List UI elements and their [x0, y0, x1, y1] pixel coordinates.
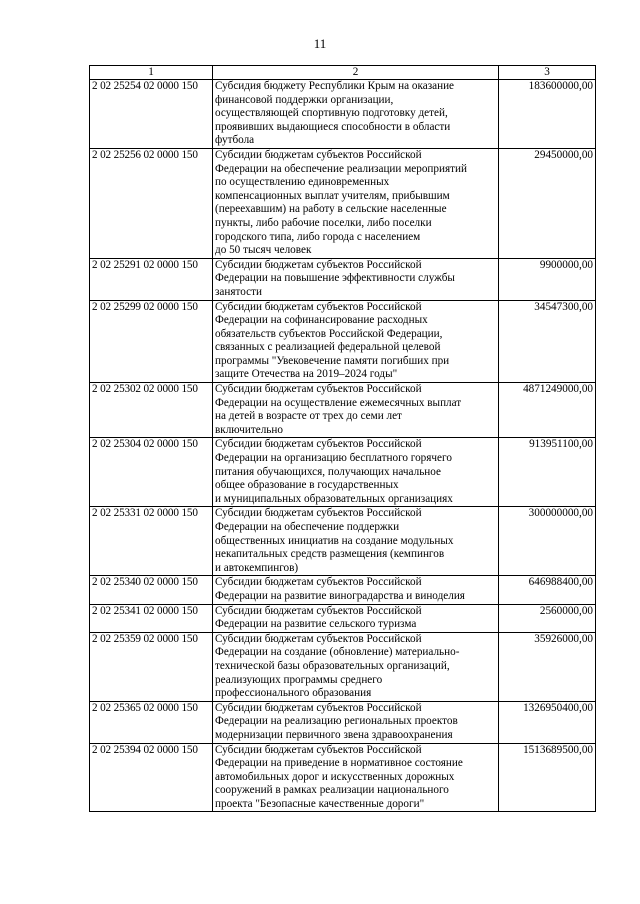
description-line: и автокемпингов) [215, 561, 299, 574]
description-line: на детей в возрасте от трех до семи лет [215, 410, 402, 423]
amount-cell: 2560000,00 [499, 604, 596, 632]
description-cell [213, 632, 499, 701]
budget-code-cell: 2 02 25302 02 0000 150 [90, 383, 213, 438]
table-header-row [90, 66, 596, 80]
table-row [90, 604, 596, 632]
description-line: Субсидии бюджетам субъектов Российской [215, 632, 422, 645]
table-row [90, 80, 596, 149]
description-line: включительно [215, 423, 283, 436]
description-line: Федерации на повышение эффективности службы [215, 272, 455, 285]
page-number: 11 [313, 36, 327, 51]
budget-code-cell: 2 02 25299 02 0000 150 [90, 300, 213, 383]
table-row [90, 148, 596, 258]
column-header-code: 1 [90, 66, 213, 80]
table-row [90, 300, 596, 383]
table-body [90, 80, 596, 812]
table-row [90, 507, 596, 576]
budget-code-cell: 2 02 25256 02 0000 150 [90, 148, 213, 258]
description-line: и муниципальных образовательных организациях [215, 492, 453, 505]
description-line: Субсидии бюджетам субъектов Российской [215, 701, 422, 714]
description-line: защите Отечества на 2019–2024 годы" [215, 368, 398, 381]
description-line: занятости [215, 285, 262, 298]
description-line: обязательств субъектов Российской Федерации, [215, 327, 443, 340]
description-cell [213, 701, 499, 743]
budget-code-cell: 2 02 25359 02 0000 150 [90, 632, 213, 701]
description-line: Субсидии бюджетам субъектов Российской [215, 300, 422, 313]
table-row [90, 383, 596, 438]
description-line: до 50 тысяч человек [215, 244, 312, 257]
description-line: Федерации на создание (обновление) материально- [215, 646, 460, 659]
description-cell [213, 80, 499, 149]
amount-cell: 29450000,00 [499, 148, 596, 258]
description-line: пункты, либо рабочие поселки, либо поселки [215, 216, 432, 229]
description-line: реализующих программы среднего [215, 673, 383, 686]
description-line: осуществляющей спортивную подготовку детей, [215, 107, 448, 120]
amount-cell: 300000000,00 [499, 507, 596, 576]
description-line: Федерации на организацию бесплатного горячего [215, 452, 452, 465]
description-line: общественных инициатив на создание модульных [215, 534, 454, 547]
description-line: автомобильных дорог и искусственных дорожных [215, 770, 455, 783]
description-cell [213, 743, 499, 812]
description-line: некапитальных средств размещения (кемпингов [215, 548, 445, 561]
table-row [90, 258, 596, 300]
amount-cell: 35926000,00 [499, 632, 596, 701]
description-line: Федерации на развитие сельского туризма [215, 618, 417, 631]
description-line: питания обучающихся, получающих начальное [215, 465, 441, 478]
amount-cell: 34547300,00 [499, 300, 596, 383]
description-cell [213, 507, 499, 576]
column-header-name: 2 [213, 66, 499, 80]
amount-cell: 646988400,00 [499, 576, 596, 604]
amount-cell: 9900000,00 [499, 258, 596, 300]
description-line: (переехавшим) на работу в сельские населенные [215, 203, 447, 216]
table-row [90, 438, 596, 507]
amount-cell: 1513689500,00 [499, 743, 596, 812]
table-row [90, 701, 596, 743]
description-line: Федерации на обеспечение реализации мероприятий [215, 162, 468, 175]
budget-code-cell: 2 02 25331 02 0000 150 [90, 507, 213, 576]
amount-cell: 183600000,00 [499, 80, 596, 149]
description-line: Федерации на осуществление ежемесячных выплат [215, 396, 462, 409]
description-line: Федерации на софинансирование расходных [215, 314, 428, 327]
description-line: программы "Увековечение памяти погибших при [215, 354, 450, 367]
description-cell [213, 258, 499, 300]
description-line: Субсидии бюджетам субъектов Российской [215, 576, 422, 589]
description-line: Субсидии бюджетам субъектов Российской [215, 743, 422, 756]
description-cell [213, 438, 499, 507]
column-header-amount: 3 [499, 66, 596, 80]
amount-cell: 4871249000,00 [499, 383, 596, 438]
description-line: модернизации первичного звена здравоохранения [215, 728, 453, 741]
description-line: футбола [215, 134, 255, 147]
description-line: проявивших выдающиеся способности в области [215, 120, 451, 133]
table-row [90, 576, 596, 604]
description-line: Субсидии бюджетам субъектов Российской [215, 148, 422, 161]
description-line: компенсационных выплат учителям, прибывшим [215, 189, 450, 202]
description-cell [213, 576, 499, 604]
description-line: Субсидии бюджетам субъектов Российской [215, 383, 422, 396]
description-cell [213, 300, 499, 383]
description-line: общее образование в государственных [215, 479, 399, 492]
description-line: по осуществлению единовременных [215, 176, 390, 189]
budget-code-cell: 2 02 25341 02 0000 150 [90, 604, 213, 632]
description-cell [213, 148, 499, 258]
description-line: Субсидии бюджетам субъектов Российской [215, 258, 422, 271]
description-line: проекта "Безопасные качественные дороги" [215, 797, 425, 810]
budget-code-cell: 2 02 25254 02 0000 150 [90, 80, 213, 149]
description-line: технической базы образовательных организаций, [215, 659, 450, 672]
description-line: Субсидия бюджету Республики Крым на оказание [215, 80, 455, 92]
description-line: Федерации на обеспечение поддержки [215, 521, 400, 533]
table-row [90, 632, 596, 701]
description-line: городского типа, либо города с населением [215, 230, 421, 243]
description-line: Федерации на реализацию региональных проектов [215, 715, 458, 728]
budget-code-cell: 2 02 25304 02 0000 150 [90, 438, 213, 507]
budget-revenue-table [89, 65, 596, 812]
description-line: Субсидии бюджетам субъектов Российской [215, 604, 422, 617]
budget-code-cell: 2 02 25340 02 0000 150 [90, 576, 213, 604]
table-row [90, 743, 596, 812]
description-cell [213, 383, 499, 438]
description-line: Субсидии бюджетам субъектов Российской [215, 507, 422, 520]
description-line: финансовой поддержки организации, [215, 93, 394, 106]
description-line: Субсидии бюджетам субъектов Российской [215, 438, 422, 451]
description-line: сооружений в рамках реализации национального [215, 784, 449, 797]
description-line: Федерации на приведение в нормативное состояние [215, 757, 463, 770]
description-cell [213, 604, 499, 632]
amount-cell: 913951100,00 [499, 438, 596, 507]
budget-code-cell: 2 02 25291 02 0000 150 [90, 258, 213, 300]
description-line: профессионального образования [215, 687, 372, 700]
amount-cell: 1326950400,00 [499, 701, 596, 743]
budget-code-cell: 2 02 25365 02 0000 150 [90, 701, 213, 743]
budget-code-cell: 2 02 25394 02 0000 150 [90, 743, 213, 812]
description-line: связанных с реализацией федеральной целевой [215, 341, 441, 354]
description-line: Федерации на развитие виноградарства и виноделия [215, 589, 465, 602]
